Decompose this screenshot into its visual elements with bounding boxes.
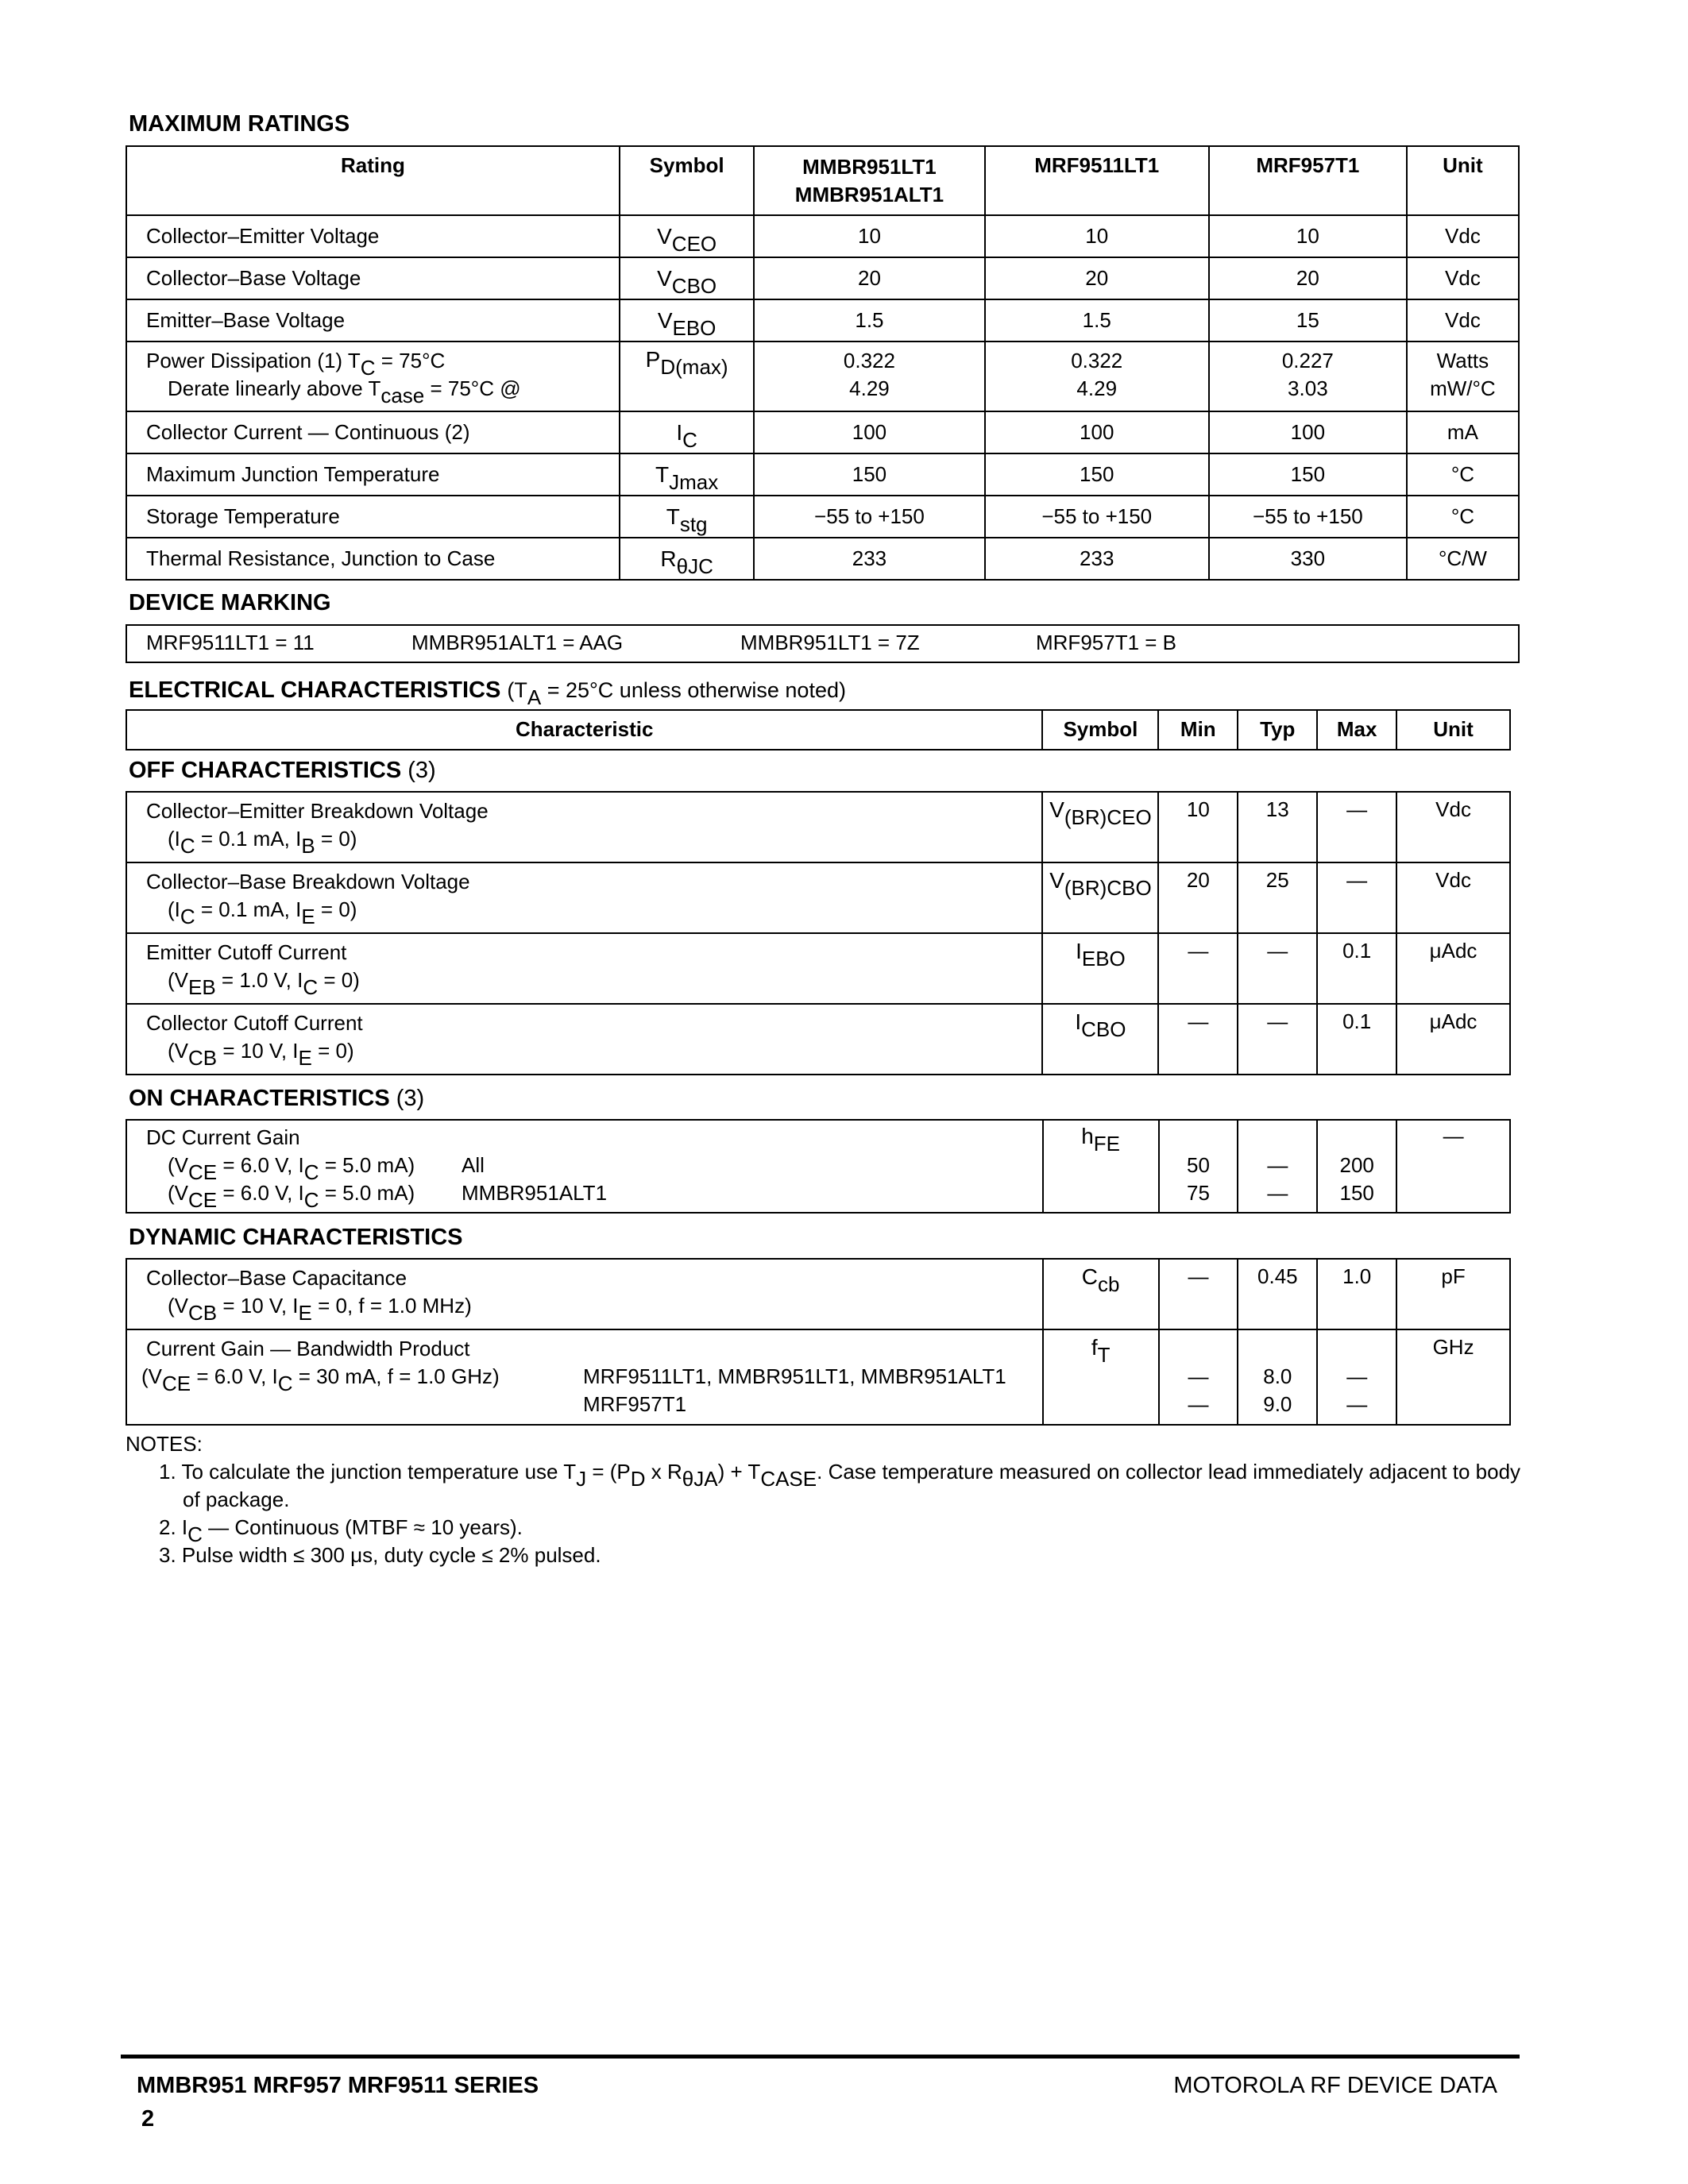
symbol-cell: $V_{CEO}$ [620,215,754,257]
table-row [126,299,1519,341]
note-3: 3. Pulse width ≤ 300 μs, duty cycle ≤ 2% pulsed. [159,1543,601,1567]
value-cell: 20 [754,257,984,299]
max-cell: — — [1317,1329,1396,1425]
unit-cell: μAdc [1396,1004,1510,1075]
characteristic-cell: Emitter Cutoff Current ($V_{EB} = 1.0$ V, $I_C = 0$) [126,933,1042,1004]
value-cell: −55 to +150 [985,496,1209,538]
value-cell: 150 [985,453,1209,496]
symbol-cell: $V_{(BR)CEO}$ [1042,792,1158,862]
symbol-cell: $I_{CBO}$ [1042,1004,1158,1075]
value-cell: 15 [1209,299,1407,341]
characteristic-cell: Collector–Base Breakdown Voltage ($I_C = 0.1$ mA, $I_E = 0$) [126,862,1042,933]
symbol-cell: $R_{\theta JC}$ [620,538,754,580]
col-header-symbol: Symbol [620,146,754,215]
table-row [126,792,1510,862]
value-cell: −55 to +150 [754,496,984,538]
col-header-unit: Unit [1396,710,1510,750]
min-cell: 50 75 [1159,1120,1238,1213]
symbol-cell: $C_{cb}$ [1043,1259,1159,1329]
table-row [126,538,1519,580]
max-cell: 0.1 [1317,933,1396,1004]
col-header-symbol: Symbol [1042,710,1158,750]
symbol-cell: $T_{stg}$ [620,496,754,538]
unit-cell: Watts mW/°C [1407,341,1519,411]
symbol-cell: $I_{EBO}$ [1042,933,1158,1004]
footer-page-number: 2 [141,2106,155,2132]
characteristic-cell: Current Gain — Bandwidth Product ($V_{CE} = 6.0$ V, $I_C = 30$ mA, f = 1.0 GHz) MRF9511LT1, MMBR951LT1, MMBR951ALT1 MRF957T1 [126,1329,1043,1425]
col-header-unit: Unit [1407,146,1519,215]
symbol-cell: $V_{EBO}$ [620,299,754,341]
value-cell: 0.227 3.03 [1209,341,1407,411]
unit-cell: °C/W [1407,538,1519,580]
value-cell: 233 [985,538,1209,580]
electrical-title: ELECTRICAL CHARACTERISTICS ($T_A = 25^\circ C$ unless otherwise noted) [129,677,846,709]
off-characteristics-title: OFF CHARACTERISTICS (3) [129,758,436,783]
rating-label: Thermal Resistance, Junction to Case [126,538,620,580]
marking-item: MRF957T1 = B [1036,631,1177,654]
electrical-conditions: ($T_A = 25^\circ C$ unless otherwise noted) [507,678,846,709]
min-cell: — [1159,1259,1238,1329]
on-characteristics-table [126,1119,1511,1214]
electrical-header-table [126,709,1511,751]
symbol-cell: $h_{FE}$ [1043,1120,1159,1213]
max-cell: 1.0 [1317,1259,1396,1329]
table-row [126,1259,1510,1329]
value-cell: 233 [754,538,984,580]
footer-rule [121,2055,1520,2059]
characteristic-cell: Collector–Base Capacitance ($V_{CB} = 10$ V, $I_E = 0$, f = 1.0 MHz) [126,1259,1043,1329]
rating-label: Collector Current — Continuous (2) [126,411,620,453]
unit-cell: Vdc [1396,862,1510,933]
table-row [126,257,1519,299]
table-row [126,862,1510,933]
min-cell: — [1158,1004,1238,1075]
col-header-min: Min [1158,710,1238,750]
symbol-cell: $V_{(BR)CBO}$ [1042,862,1158,933]
value-cell: 10 [1209,215,1407,257]
typ-cell: 8.0 9.0 [1238,1329,1317,1425]
value-cell: 20 [1209,257,1407,299]
table-row [126,341,1519,411]
value-cell: 150 [1209,453,1407,496]
max-ratings-title: MAXIMUM RATINGS [129,111,350,137]
value-cell: 100 [1209,411,1407,453]
rating-label: Power Dissipation (1) $T_C = 75^\circ C$ Derate linearly above $T_{case} = 75^\circ C$ @ [126,341,620,411]
notes [126,1430,1524,1569]
dynamic-characteristics-table [126,1258,1511,1426]
typ-cell: — [1238,1004,1317,1075]
min-cell: 20 [1158,862,1238,933]
notes-title: NOTES: [126,1432,203,1456]
characteristic-cell: Collector–Emitter Breakdown Voltage ($I_C = 0.1$ mA, $I_B = 0$) [126,792,1042,862]
table-header-row [126,146,1519,215]
col-header-characteristic: Characteristic [126,710,1042,750]
value-cell: 330 [1209,538,1407,580]
unit-cell: GHz [1396,1329,1510,1425]
note-2: 2. $I_C$ — Continuous (MTBF ≈ 10 years). [159,1515,523,1546]
value-cell: 1.5 [985,299,1209,341]
footer-series: MMBR951 MRF957 MRF9511 SERIES [137,2073,539,2098]
unit-cell: Vdc [1407,215,1519,257]
table-row [126,933,1510,1004]
device-marking-title: DEVICE MARKING [129,590,331,615]
rating-label: Emitter–Base Voltage [126,299,620,341]
col-header-mmbr951: MMBR951LT1 MMBR951ALT1 [754,146,984,215]
value-cell: 100 [985,411,1209,453]
typ-cell: 0.45 [1238,1259,1317,1329]
unit-cell: μAdc [1396,933,1510,1004]
device-marking-box [126,624,1520,663]
symbol-cell: $V_{CBO}$ [620,257,754,299]
table-row [126,453,1519,496]
table-header-row [126,710,1510,750]
max-cell: 0.1 [1317,1004,1396,1075]
characteristic-cell: DC Current Gain ($V_{CE} = 6.0$ V, $I_C = 5.0$ mA) All ($V_{CE} = 6.0$ V, $I_C = 5.0$ mA) MMBR951ALT1 [126,1120,1043,1213]
value-cell: 0.322 4.29 [985,341,1209,411]
table-row [126,1329,1510,1425]
unit-cell: pF [1396,1259,1510,1329]
symbol-cell: $T_{Jmax}$ [620,453,754,496]
value-cell: 0.322 4.29 [754,341,984,411]
min-cell: 10 [1158,792,1238,862]
on-characteristics-title: ON CHARACTERISTICS (3) [129,1086,425,1111]
typ-cell: 13 [1238,792,1317,862]
unit-cell: mA [1407,411,1519,453]
symbol-cell: $I_C$ [620,411,754,453]
typ-cell: — [1238,933,1317,1004]
table-row [126,496,1519,538]
value-cell: 150 [754,453,984,496]
unit-cell: — [1396,1120,1510,1213]
unit-cell: °C [1407,496,1519,538]
value-cell: 20 [985,257,1209,299]
unit-cell: Vdc [1396,792,1510,862]
value-cell: 10 [985,215,1209,257]
max-cell: — [1317,862,1396,933]
col-header-mrf9511: MRF9511LT1 [985,146,1209,215]
value-cell: 10 [754,215,984,257]
value-cell: 100 [754,411,984,453]
characteristic-cell: Collector Cutoff Current ($V_{CB} = 10$ V, $I_E = 0$) [126,1004,1042,1075]
col-header-mrf957: MRF957T1 [1209,146,1407,215]
note-1: 1. To calculate the junction temperature use $T_J = (P_D$ x $R_{\theta JA}) + T_{CASE}$. Case temperature measured on collector lead immediately adjacent to body of package. [159,1460,1521,1511]
rating-label: Collector–Emitter Voltage [126,215,620,257]
unit-cell: Vdc [1407,299,1519,341]
max-cell: 200 150 [1317,1120,1396,1213]
table-row [126,1004,1510,1075]
max-ratings-table [126,145,1520,581]
unit-cell: °C [1407,453,1519,496]
col-header-rating: Rating [126,146,620,215]
min-cell: — [1158,933,1238,1004]
rating-label: Maximum Junction Temperature [126,453,620,496]
marking-item: MRF9511LT1 = 11 [146,631,315,654]
table-row [126,1120,1510,1213]
off-characteristics-table [126,791,1511,1075]
footer-publisher: MOTOROLA RF DEVICE DATA [1173,2073,1497,2098]
max-cell: — [1317,792,1396,862]
value-cell: −55 to +150 [1209,496,1407,538]
dynamic-characteristics-title: DYNAMIC CHARACTERISTICS [129,1225,463,1250]
rating-label: Storage Temperature [126,496,620,538]
typ-cell: 25 [1238,862,1317,933]
symbol-cell: $P_{D(max)}$ [620,341,754,411]
table-row [126,411,1519,453]
rating-label: Collector–Base Voltage [126,257,620,299]
value-cell: 1.5 [754,299,984,341]
marking-item: MMBR951LT1 = 7Z [740,631,920,654]
marking-item: MMBR951ALT1 = AAG [411,631,624,654]
col-header-typ: Typ [1238,710,1317,750]
unit-cell: Vdc [1407,257,1519,299]
symbol-cell: $f_T$ [1043,1329,1159,1425]
typ-cell: — — [1238,1120,1317,1213]
col-header-max: Max [1317,710,1396,750]
min-cell: — — [1159,1329,1238,1425]
table-row [126,215,1519,257]
